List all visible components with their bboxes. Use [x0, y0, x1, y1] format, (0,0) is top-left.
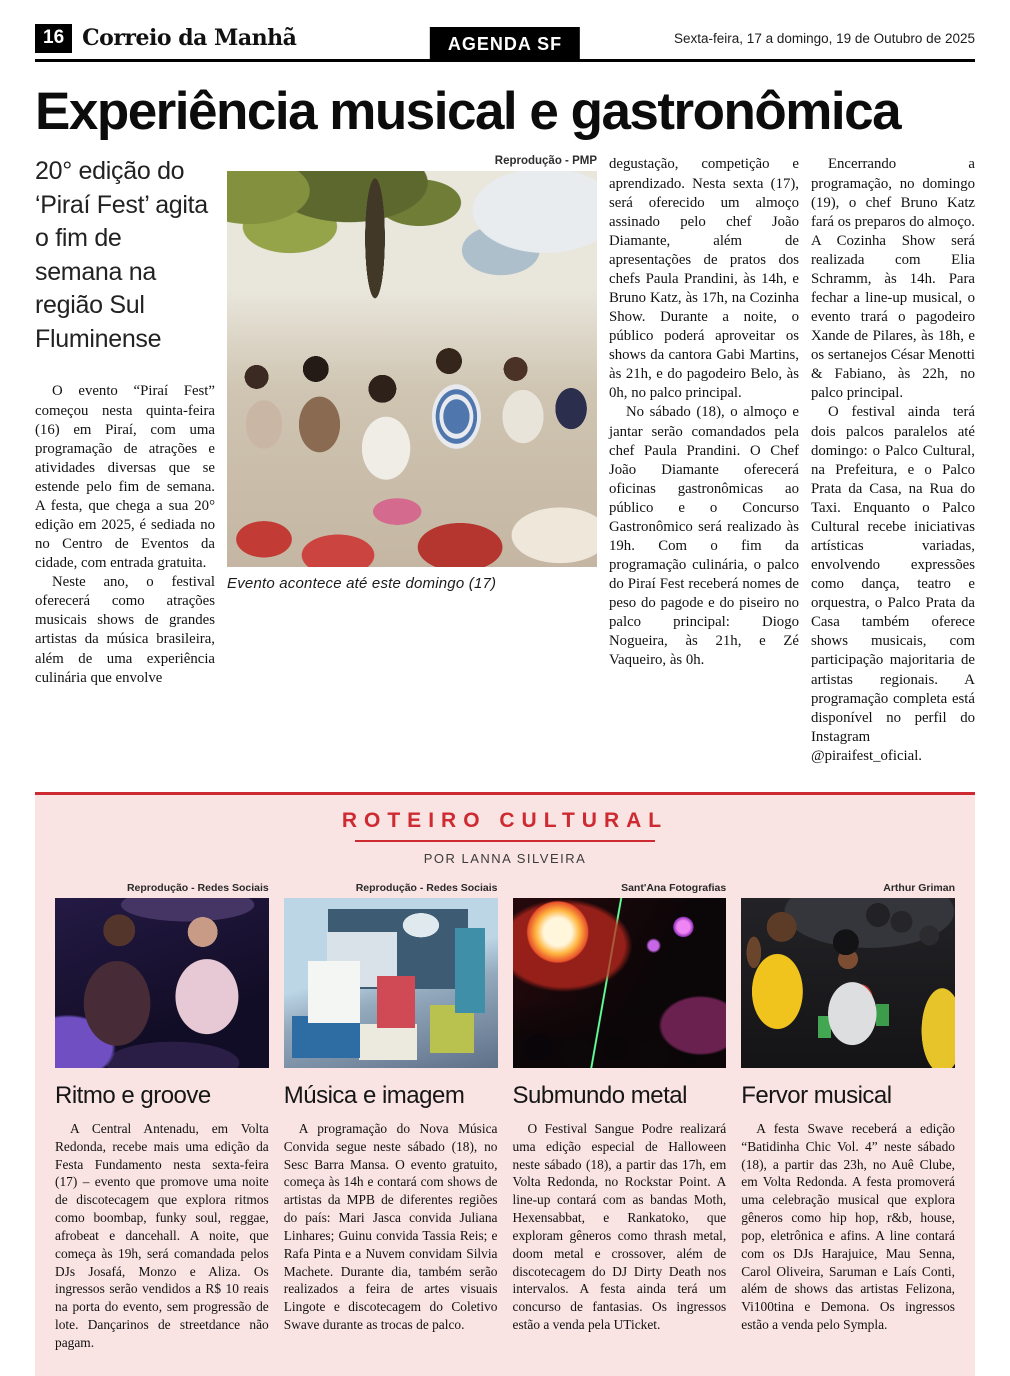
body-paragraph: O evento “Piraí Fest” começou nesta quinta-feira (16) em Piraí, com uma programação de atrações e atividades diversas que se estende pelo fim de semana. A festa, que chega a sua 20° edição em 2025, é sediada no no Centro de Eventos da cidade, com entrada gratuita. [35, 383, 215, 572]
section-badge: AGENDA SF [430, 27, 580, 62]
article-column-right [811, 155, 975, 766]
date-line: Sexta-feira, 17 a domingo, 19 de Outubro de 2025 [674, 30, 975, 46]
page-number: 16 [35, 24, 72, 53]
article-deck: 20° edição do ‘Piraí Fest’ agita o fim de semana na região Sul Fluminense [35, 157, 208, 353]
roteiro-article-2 [284, 882, 498, 1352]
article-headline: Submundo metal [512, 1081, 687, 1109]
roteiro-article-3 [513, 882, 727, 1352]
article-headline: Ritmo e groove [55, 1081, 211, 1109]
photo-credit: Sant'Ana Fotografias [621, 881, 727, 894]
roteiro-cultural-section [35, 792, 975, 1376]
article-column-left [35, 155, 215, 766]
roteiro-article-1 [55, 882, 269, 1352]
body-paragraph: A festa Swave receberá a edição “Batidinha Chic Vol. 4” neste sábado (18), a partir das 23h, no Auê Clube, em Volta Redonda. A festa promoverá uma celebração musical que explora gêneros como hip hop, r&b, house, pop, eletrônica e afins. A line contará com os DJs Harajuice, Mau Senna, Carol Oliveira, Saruman e Laís Conti, além de shows das artistas Felizona, Vi100tina e Demona. Os ingressos estão a venda pelo Sympla. [741, 1120, 955, 1333]
party-crowd-photo [741, 898, 955, 1068]
article-photo-column [227, 155, 597, 766]
photo-credit: Reprodução - Redes Sociais [126, 881, 269, 894]
roteiro-grid [55, 882, 955, 1352]
main-headline: Experiência musical e gastronômica [35, 81, 901, 141]
body-paragraph: Neste ano, o festival oferecerá como atrações musicais shows de grandes artistas da música brasileira, além de uma experiência culinária que envolve [35, 574, 215, 686]
section-title-rule [355, 840, 655, 842]
photo-credit: Reprodução - Redes Sociais [355, 881, 498, 894]
newspaper-name: Correio da Manhã [82, 25, 297, 52]
photo-caption: Evento acontece até este domingo (17) [227, 575, 497, 593]
body-paragraph: degustação, competição e aprendizado. Nesta sexta (17), será oferecido um almoço assinado pelo chef João Diamante, além de apresentações de pratos dos chefs Paula Prandini, às 14h, e Bruno Katz, às 17h, na Cozinha Show. Durante a noite, o público poderá aproveitar os shows da cantora Gabi Martins, às 21h, e do pagodeiro Belo, às 0h, no palco principal. [609, 156, 799, 402]
body-paragraph: O Festival Sangue Podre realizará uma edição especial de Halloween neste sábado (18), a partir das 17h, em Volta Redonda, no Rockstar Point. A line-up contará com as bandas Moth, Hexensabbat, e Rankatoko, que exploram gêneros como thrash metal, doom metal e crossover, além de discotecagem do DJ Dirty Death nos intervalos. A festa ainda terá um concurso de fantasias. Os ingressos estão a venda pela UTicket. [512, 1120, 727, 1333]
dj-party-photo [55, 898, 269, 1068]
body-paragraph: No sábado (18), o almoço e jantar serão comandados pela chef Paula Prandini. O Chef João Diamante oferecerá oficinas gastronômicas ao público e o Concurso Gastronômico será realizado às 19h. Com o fim da programação culinária, o palco do Piraí Fest receberá nomes de peso do pagode e do piseiro no palco principal: Diogo Nogueira, às 21h, e Zé Vaqueiro, às 0h. [609, 404, 799, 669]
photo-credit: Arthur Griman [883, 881, 955, 894]
main-article [35, 155, 975, 766]
masthead [35, 24, 975, 62]
body-paragraph: O festival ainda terá dois palcos paralelos até domingo: o Palco Cultural, na Prefeitura, e o Palco Prata da Casa, na Rua do Taxi. Enquanto o Palco Cultural recebe iniciativas artísticas variadas, envolvendo expressões como dança, teatro e orquestra, o Palco Prata da Casa também oferece shows musicais, com participação majoritaria de artistas regionais. A programação completa está disponível no perfil do Instagram @piraifest_oficial. [811, 404, 975, 764]
section-byline: POR LANNA SILVEIRA [423, 850, 587, 866]
art-fair-photo [284, 898, 498, 1068]
article-headline: Música e imagem [283, 1081, 465, 1109]
article-column-middle [609, 155, 799, 766]
body-paragraph: A programação do Nova Música Convida segue neste sábado (18), no Sesc Barra Mansa. O evento gratuito, começa às 14h e contará com shows de artistas da MPB de diferentes regiões do país: Mari Jasca convida Juliana Linhares; Guinu convida Tassia Reis; e Rafa Pinta e a Nuvem convidam Silvia Machete. Durante dia, também serão realizados a feira de artes visuais Lingote e discotecagem do Coletivo Swave durante as trocas de palco. [283, 1120, 498, 1333]
main-event-photo [227, 171, 597, 567]
article-headline: Fervor musical [741, 1081, 892, 1109]
body-paragraph: A Central Antenadu, em Volta Redonda, recebe mais uma edição da Festa Fundamento nesta sexta-feira (17) – evento que promove uma noite de discotecagem que explora ritmos como boombap, funky soul, reggae, afrobeat e dancehall. A noite, que começa às 19h, será comandada pelos DJs Josafá, Monzo e Aliza. Os ingressos serão vendidos a R$ 10 reais na porta do evento, sem progressão de lote. Dançarinos de streetdance não pagam. [55, 1120, 269, 1350]
body-paragraph: Encerrando a programação, no domingo (19), o chef Bruno Katz fará os preparos do almoço. A Cozinha Show será realizada com Elia Schramm, às 14h. Para fechar a line-up musical, o evento trará o pagodeiro Xande de Pilares, às 18h, e os sertanejos César Menotti & Fabiano, às 22h, no palco principal. [811, 156, 975, 402]
photo-credit: Reprodução - PMP [494, 155, 597, 168]
roteiro-article-4 [741, 882, 955, 1352]
section-title: ROTEIRO CULTURAL [341, 808, 669, 832]
metal-concert-photo [513, 898, 727, 1068]
